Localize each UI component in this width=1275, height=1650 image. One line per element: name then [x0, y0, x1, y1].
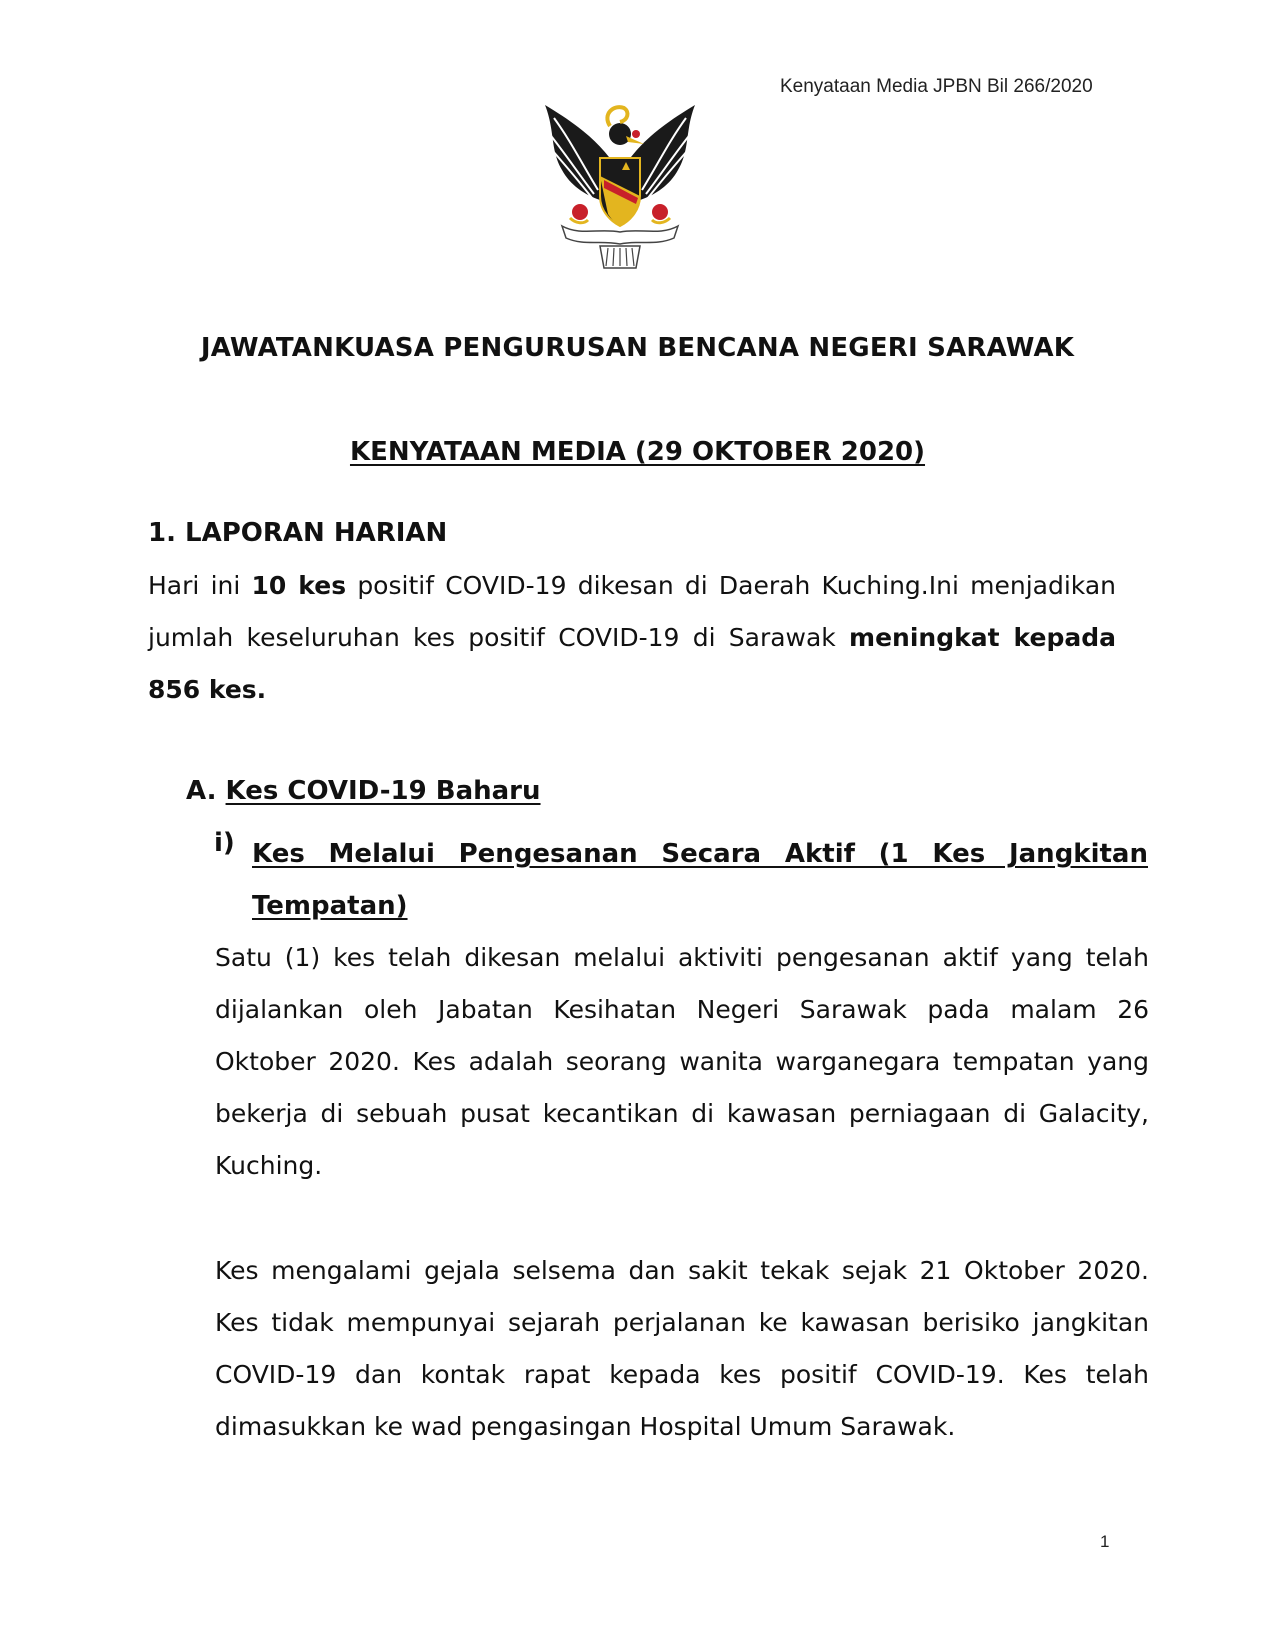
- page-number: 1: [1100, 1532, 1110, 1551]
- para-text: positif COVID-19 dikesan di Daerah Kuching.Ini menjadikan jumlah keseluruhan kes positif COVID-19 di Sarawak: [148, 571, 1116, 652]
- subsection-a: [186, 776, 541, 806]
- statement-title: [0, 437, 1275, 467]
- para-text: Hari ini: [148, 571, 252, 600]
- subsection-title: Kes COVID-19 Baharu: [225, 776, 541, 806]
- case-symptom-paragraph: Kes mengalami gejala selsema dan sakit tekak sejak 21 Oktober 2020. Kes tidak mempunyai sejarah perjalanan ke kawasan berisiko jangkitan COVID-19 dan kontak rapat kepada kes positif COVID-19. Kes telah dimasukkan ke wad pengasingan Hospital Umum Sarawak.: [215, 1256, 1149, 1441]
- subsection-letter: A.: [186, 776, 217, 806]
- total-cases: meningkat kepada 856 kes.: [148, 623, 1116, 704]
- case-detail-paragraph: Satu (1) kes telah dikesan melalui aktiviti pengesanan aktif yang telah dijalankan oleh Jabatan Kesihatan Negeri Sarawak pada malam 26 Oktober 2020. Kes adalah seorang wanita warganegara tempatan yang bekerja di sebuah pusat kecantikan di kawasan perniagaan di Galacity, Kuching.: [215, 943, 1149, 1180]
- reference-number: Kenyataan Media JPBN Bil 266/2020: [780, 76, 1093, 97]
- subsection-i-title-text: Kes Melalui Pengesanan Secara Aktif (1 Kes Jangkitan Tempatan): [252, 839, 1148, 921]
- subsection-i-label: i): [214, 828, 235, 858]
- sarawak-crest-icon: [540, 100, 700, 272]
- organization-title: JAWATANKUASA PENGURUSAN BENCANA NEGERI SARAWAK: [200, 333, 1075, 363]
- case-count: 10 kes: [251, 571, 347, 600]
- section-heading: 1. LAPORAN HARIAN: [148, 518, 448, 548]
- statement-title-text: KENYATAAN MEDIA (29 OKTOBER 2020): [349, 437, 926, 467]
- daily-report-paragraph: [148, 560, 1116, 716]
- subsection-i-title: [252, 828, 1148, 932]
